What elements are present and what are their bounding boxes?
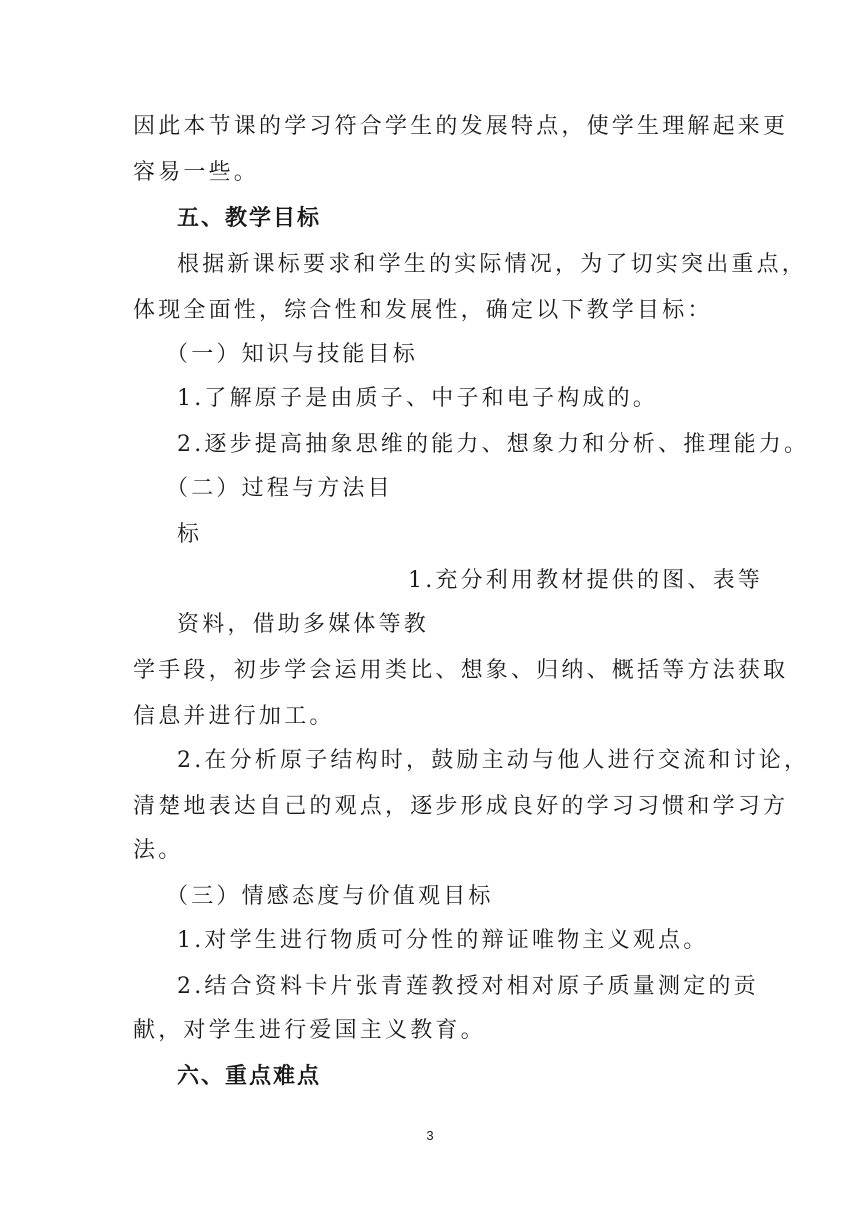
- list-item: 1.充分利用教材提供的图、表等: [408, 568, 763, 593]
- page-number: 3: [426, 1128, 434, 1143]
- list-item: 2.逐步提高抽象思维的能力、想象力和分析、推理能力。: [177, 432, 810, 457]
- paragraph-line: 体现全面性，综合性和发展性，确定以下教学目标：: [133, 298, 713, 323]
- subheading-knowledge-skills: （一）知识与技能目标: [166, 342, 419, 367]
- paragraph-line: 信息并进行加工。: [133, 704, 335, 729]
- paragraph-line: 资料，借助多媒体等教: [177, 612, 430, 637]
- list-item: 1.了解原子是由质子、中子和电子构成的。: [177, 386, 658, 411]
- list-item: 2.结合资料卡片张青莲教授对相对原子质量测定的贡: [177, 974, 759, 999]
- section-heading-teaching-goals: 五、教学目标: [177, 206, 322, 231]
- list-item: 2.在分析原子结构时，鼓励主动与他人进行交流和讨论，: [177, 748, 810, 773]
- paragraph-line: 标: [177, 522, 203, 547]
- paragraph-line: 学手段，初步学会运用类比、想象、归纳、概括等方法获取: [133, 658, 789, 683]
- list-item: 1.对学生进行物质可分性的辩证唯物主义观点。: [177, 928, 709, 953]
- paragraph-line: 法。: [133, 838, 184, 863]
- paragraph-line: 容易一些。: [133, 160, 260, 185]
- subheading-process-method: （二）过程与方法目: [166, 476, 393, 501]
- paragraph-line: 献，对学生进行爱国主义教育。: [133, 1018, 486, 1043]
- section-heading-key-points: 六、重点难点: [177, 1064, 322, 1089]
- paragraph-line: 根据新课标要求和学生的实际情况，为了切实突出重点，: [177, 252, 808, 277]
- paragraph-line: 因此本节课的学习符合学生的发展特点，使学生理解起来更: [133, 114, 789, 139]
- paragraph-line: 清楚地表达自己的观点，逐步形成良好的学习习惯和学习方: [133, 794, 789, 819]
- subheading-emotion-values: （三）情感态度与价值观目标: [166, 884, 494, 909]
